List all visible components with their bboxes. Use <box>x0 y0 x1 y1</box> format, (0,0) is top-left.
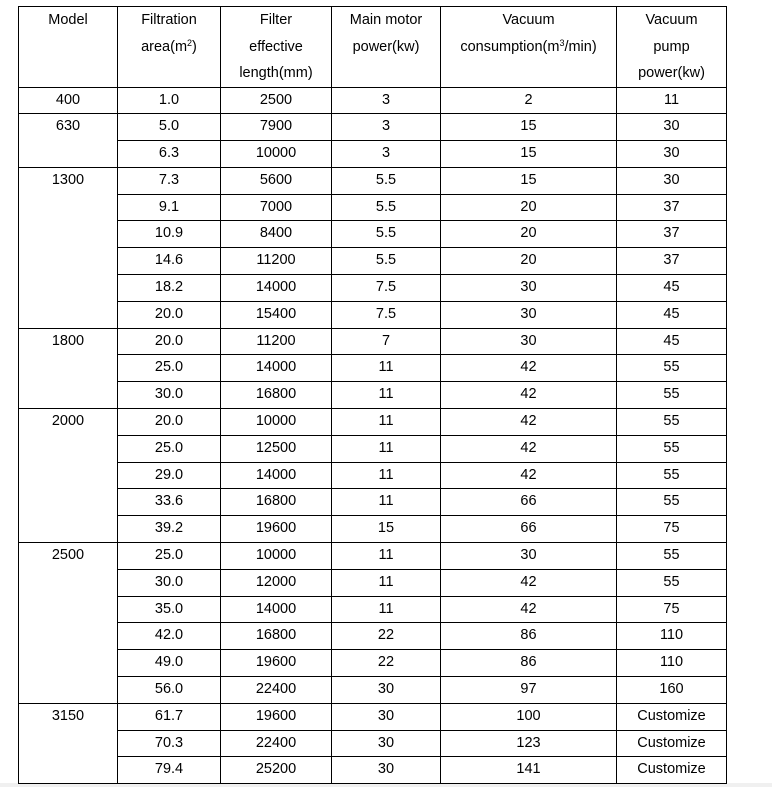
vacuum-consumption-cell: 30 <box>441 543 617 570</box>
vacuum-consumption-cell: 42 <box>441 355 617 382</box>
filtration-area-cell: 70.3 <box>118 730 221 757</box>
vacuum-consumption-cell: 30 <box>441 328 617 355</box>
vacuum-consumption-cell: 100 <box>441 703 617 730</box>
pump-power-cell: 37 <box>617 194 727 221</box>
pump-power-cell: 110 <box>617 623 727 650</box>
header-vacuum-consumption: Vacuum $consumption(m^3/\min)$ <box>441 7 617 88</box>
filtration-area-cell: 30.0 <box>118 569 221 596</box>
filter-length-cell: 16800 <box>221 489 332 516</box>
pump-power-cell: 110 <box>617 650 727 677</box>
header-filtration-area: Filtration $area(m^2)$ <box>118 7 221 88</box>
pump-power-cell: 55 <box>617 355 727 382</box>
vacuum-consumption-cell: 66 <box>441 516 617 543</box>
pump-power-cell: 55 <box>617 543 727 570</box>
vacuum-consumption-cell: 86 <box>441 650 617 677</box>
filter-length-cell: 19600 <box>221 516 332 543</box>
vacuum-consumption-cell: 66 <box>441 489 617 516</box>
pump-power-cell: Customize <box>617 703 727 730</box>
table-row <box>19 221 727 248</box>
filter-length-cell: 15400 <box>221 301 332 328</box>
filtration-area-cell: 7.3 <box>118 167 221 194</box>
filter-length-cell: 11200 <box>221 248 332 275</box>
pump-power-cell: 30 <box>617 141 727 168</box>
table-row <box>19 87 727 114</box>
table-row <box>19 757 727 784</box>
pump-power-cell: 30 <box>617 167 727 194</box>
motor-power-cell: 11 <box>332 543 441 570</box>
table-row <box>19 194 727 221</box>
pump-power-cell: 55 <box>617 409 727 436</box>
filter-length-cell: 5600 <box>221 167 332 194</box>
vacuum-consumption-cell: 141 <box>441 757 617 784</box>
motor-power-cell: 5.5 <box>332 248 441 275</box>
vacuum-consumption-cell: 123 <box>441 730 617 757</box>
pump-power-cell: 55 <box>617 435 727 462</box>
motor-power-cell: 11 <box>332 569 441 596</box>
filtration-area-cell: 33.6 <box>118 489 221 516</box>
motor-power-cell: 5.5 <box>332 167 441 194</box>
filtration-area-cell: 25.0 <box>118 543 221 570</box>
table-row <box>19 516 727 543</box>
pump-power-cell: 37 <box>617 248 727 275</box>
filter-length-cell: 14000 <box>221 462 332 489</box>
pump-power-cell: 55 <box>617 462 727 489</box>
filtration-area-cell: 20.0 <box>118 409 221 436</box>
table-header <box>19 7 727 88</box>
table-row <box>19 703 727 730</box>
table-row <box>19 677 727 704</box>
pump-power-cell: 55 <box>617 569 727 596</box>
vacuum-consumption-cell: 42 <box>441 596 617 623</box>
motor-power-cell: 7.5 <box>332 275 441 302</box>
vacuum-consumption-cell: 30 <box>441 275 617 302</box>
motor-power-cell: 11 <box>332 596 441 623</box>
vacuum-consumption-cell: 20 <box>441 221 617 248</box>
filter-length-cell: 14000 <box>221 355 332 382</box>
table-row <box>19 489 727 516</box>
pump-power-cell: 45 <box>617 301 727 328</box>
table-row <box>19 409 727 436</box>
vacuum-consumption-cell: 42 <box>441 409 617 436</box>
filter-length-cell: 25200 <box>221 757 332 784</box>
vacuum-consumption-cell: 30 <box>441 301 617 328</box>
motor-power-cell: 5.5 <box>332 221 441 248</box>
table-row <box>19 328 727 355</box>
motor-power-cell: 3 <box>332 114 441 141</box>
filtration-area-cell: 9.1 <box>118 194 221 221</box>
table-row <box>19 275 727 302</box>
header-pump-power: Vacuum pump power(kw) <box>617 7 727 88</box>
motor-power-cell: 22 <box>332 623 441 650</box>
filter-length-cell: 14000 <box>221 596 332 623</box>
vacuum-consumption-cell: 42 <box>441 569 617 596</box>
motor-power-cell: 7.5 <box>332 301 441 328</box>
header-model: Model <box>19 7 118 88</box>
filter-length-cell: 22400 <box>221 730 332 757</box>
motor-power-cell: 5.5 <box>332 194 441 221</box>
filter-length-cell: 10000 <box>221 543 332 570</box>
filter-length-cell: 16800 <box>221 623 332 650</box>
model-cell: 630 <box>19 114 118 168</box>
motor-power-cell: 11 <box>332 489 441 516</box>
header-motor-power: Main motor power(kw) <box>332 7 441 88</box>
filter-length-cell: 19600 <box>221 703 332 730</box>
model-cell: 3150 <box>19 703 118 783</box>
model-cell: 2000 <box>19 409 118 543</box>
motor-power-cell: 30 <box>332 757 441 784</box>
spec-table <box>18 6 727 784</box>
table-row <box>19 569 727 596</box>
filter-length-cell: 14000 <box>221 275 332 302</box>
pump-power-cell: 55 <box>617 489 727 516</box>
filtration-area-cell: 6.3 <box>118 141 221 168</box>
motor-power-cell: 3 <box>332 87 441 114</box>
filtration-area-cell: 25.0 <box>118 355 221 382</box>
vacuum-consumption-cell: 15 <box>441 167 617 194</box>
filter-length-cell: 19600 <box>221 650 332 677</box>
table-body <box>19 87 727 784</box>
pump-power-cell: 30 <box>617 114 727 141</box>
motor-power-cell: 11 <box>332 382 441 409</box>
model-cell: 1300 <box>19 167 118 328</box>
filtration-area-cell: 35.0 <box>118 596 221 623</box>
motor-power-cell: 11 <box>332 409 441 436</box>
model-cell: 1800 <box>19 328 118 408</box>
motor-power-cell: 15 <box>332 516 441 543</box>
pump-power-cell: 160 <box>617 677 727 704</box>
filter-length-cell: 7900 <box>221 114 332 141</box>
pump-power-cell: 11 <box>617 87 727 114</box>
pump-power-cell: 37 <box>617 221 727 248</box>
table-row <box>19 462 727 489</box>
filter-length-cell: 10000 <box>221 409 332 436</box>
motor-power-cell: 30 <box>332 730 441 757</box>
motor-power-cell: 30 <box>332 677 441 704</box>
pump-power-cell: 75 <box>617 516 727 543</box>
table-row <box>19 650 727 677</box>
vacuum-consumption-cell: 2 <box>441 87 617 114</box>
filter-length-cell: 12500 <box>221 435 332 462</box>
filter-length-cell: 8400 <box>221 221 332 248</box>
table-row <box>19 114 727 141</box>
vacuum-consumption-cell: 42 <box>441 382 617 409</box>
table-row <box>19 596 727 623</box>
table-row <box>19 435 727 462</box>
filter-length-cell: 12000 <box>221 569 332 596</box>
filtration-area-cell: 5.0 <box>118 114 221 141</box>
filtration-area-cell: 10.9 <box>118 221 221 248</box>
pump-power-cell: Customize <box>617 730 727 757</box>
vacuum-consumption-cell: 20 <box>441 248 617 275</box>
filtration-area-cell: 61.7 <box>118 703 221 730</box>
filter-length-cell: 22400 <box>221 677 332 704</box>
vacuum-consumption-cell: 15 <box>441 114 617 141</box>
filtration-area-cell: 79.4 <box>118 757 221 784</box>
table-row <box>19 382 727 409</box>
filtration-area-cell: 49.0 <box>118 650 221 677</box>
filter-length-cell: 2500 <box>221 87 332 114</box>
table-row <box>19 730 727 757</box>
filtration-area-cell: 25.0 <box>118 435 221 462</box>
table-row <box>19 301 727 328</box>
pump-power-cell: 45 <box>617 328 727 355</box>
motor-power-cell: 11 <box>332 355 441 382</box>
motor-power-cell: 30 <box>332 703 441 730</box>
filtration-area-cell: 14.6 <box>118 248 221 275</box>
motor-power-cell: 3 <box>332 141 441 168</box>
pump-power-cell: Customize <box>617 757 727 784</box>
table-row <box>19 141 727 168</box>
filtration-area-cell: 42.0 <box>118 623 221 650</box>
filter-length-cell: 10000 <box>221 141 332 168</box>
filtration-area-cell: 29.0 <box>118 462 221 489</box>
filtration-area-cell: 20.0 <box>118 328 221 355</box>
model-cell: 400 <box>19 87 118 114</box>
motor-power-cell: 7 <box>332 328 441 355</box>
table-row <box>19 248 727 275</box>
filtration-area-cell: 30.0 <box>118 382 221 409</box>
filter-length-cell: 7000 <box>221 194 332 221</box>
filtration-area-cell: 1.0 <box>118 87 221 114</box>
table-row <box>19 167 727 194</box>
filtration-area-cell: 39.2 <box>118 516 221 543</box>
motor-power-cell: 11 <box>332 462 441 489</box>
motor-power-cell: 22 <box>332 650 441 677</box>
model-cell: 2500 <box>19 543 118 704</box>
table-row <box>19 543 727 570</box>
filtration-area-cell: 20.0 <box>118 301 221 328</box>
filtration-area-cell: 56.0 <box>118 677 221 704</box>
filter-length-cell: 16800 <box>221 382 332 409</box>
vacuum-consumption-cell: 97 <box>441 677 617 704</box>
pump-power-cell: 75 <box>617 596 727 623</box>
header-filter-length: Filter effective length(mm) <box>221 7 332 88</box>
filtration-area-cell: 18.2 <box>118 275 221 302</box>
vacuum-consumption-cell: 20 <box>441 194 617 221</box>
pump-power-cell: 55 <box>617 382 727 409</box>
filter-length-cell: 11200 <box>221 328 332 355</box>
vacuum-consumption-cell: 15 <box>441 141 617 168</box>
vacuum-consumption-cell: 42 <box>441 462 617 489</box>
table-row <box>19 355 727 382</box>
motor-power-cell: 11 <box>332 435 441 462</box>
vacuum-consumption-cell: 86 <box>441 623 617 650</box>
table-row <box>19 623 727 650</box>
vacuum-consumption-cell: 42 <box>441 435 617 462</box>
pump-power-cell: 45 <box>617 275 727 302</box>
